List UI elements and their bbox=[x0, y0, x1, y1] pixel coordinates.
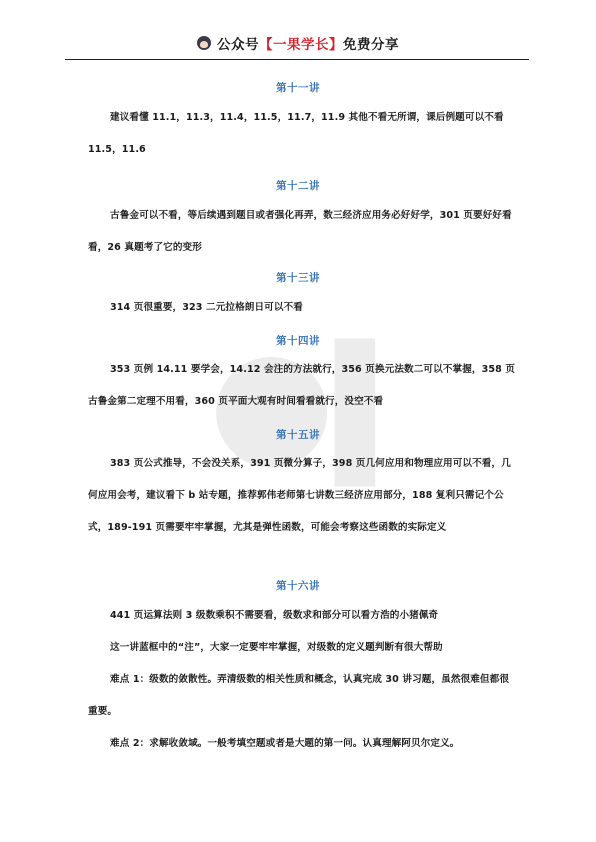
section-16-text-3: 难点 1：级数的敛散性。弄清级数的相关性质和概念，认真完成 30 讲习题，虽然很难但都很重要。 bbox=[88, 674, 510, 717]
header-suffix: 免费分享 bbox=[343, 37, 399, 53]
section-16-text-4: 难点 2：求解收敛域。一般考填空题或者是大题的第一问。认真理解阿贝尔定义。 bbox=[110, 738, 460, 749]
section-15-text: 383 页公式推导，不会没关系，391 页微分算子，398 页几何应用和物理应用可以不看，几何应用会考，建议看下 b 站专题，推荐郭伟老师第七讲数三经济应用部分，188 复利只需记个公式，189-191 页需要牢牢掌握，尤其是弹性函数，可能会考察这些函数的实际定义 bbox=[88, 458, 511, 533]
section-heading-11: 第十一讲 bbox=[276, 82, 320, 94]
section-13-text: 314 页很重要，323 二元拉格朗日可以不看 bbox=[110, 302, 303, 313]
section-heading-12: 第十二讲 bbox=[276, 180, 320, 192]
section-11-text: 建议看懂 11.1，11.3，11.4，11.5，11.7，11.9 其他不看无所谓，课后例题可以不看 11.5，11.6 bbox=[88, 112, 504, 155]
section-heading-16: 第十六讲 bbox=[276, 580, 320, 592]
section-16-text-2: 这一讲蓝框中的“注”，大家一定要牢牢掌握，对级数的定义题判断有很大帮助 bbox=[110, 642, 443, 653]
section-heading-15: 第十五讲 bbox=[276, 429, 320, 441]
header-divider bbox=[65, 59, 529, 60]
section-12-text: 古鲁金可以不看，等后续遇到题目或者强化再弄，数三经济应用务必好好学，301 页要好好看看，26 真题考了它的变形 bbox=[88, 210, 512, 253]
avatar-icon bbox=[197, 36, 211, 50]
page-header bbox=[0, 32, 596, 54]
section-16-text-1: 441 页运算法则 3 级数乘积不需要看，级数求和部分可以看方浩的小猪佩奇 bbox=[110, 610, 439, 621]
section-14-text: 353 页例 14.11 要学会，14.12 会注的方法就行，356 页换元法数二可以不掌握，358 页古鲁金第二定理不用看，360 页平面大观有时间看看就行，没空不看 bbox=[88, 364, 516, 407]
section-heading-13: 第十三讲 bbox=[276, 272, 320, 284]
header-brand: 【一果学长】 bbox=[259, 37, 343, 53]
section-heading-14: 第十四讲 bbox=[276, 335, 320, 347]
header-prefix: 公众号 bbox=[217, 37, 259, 53]
